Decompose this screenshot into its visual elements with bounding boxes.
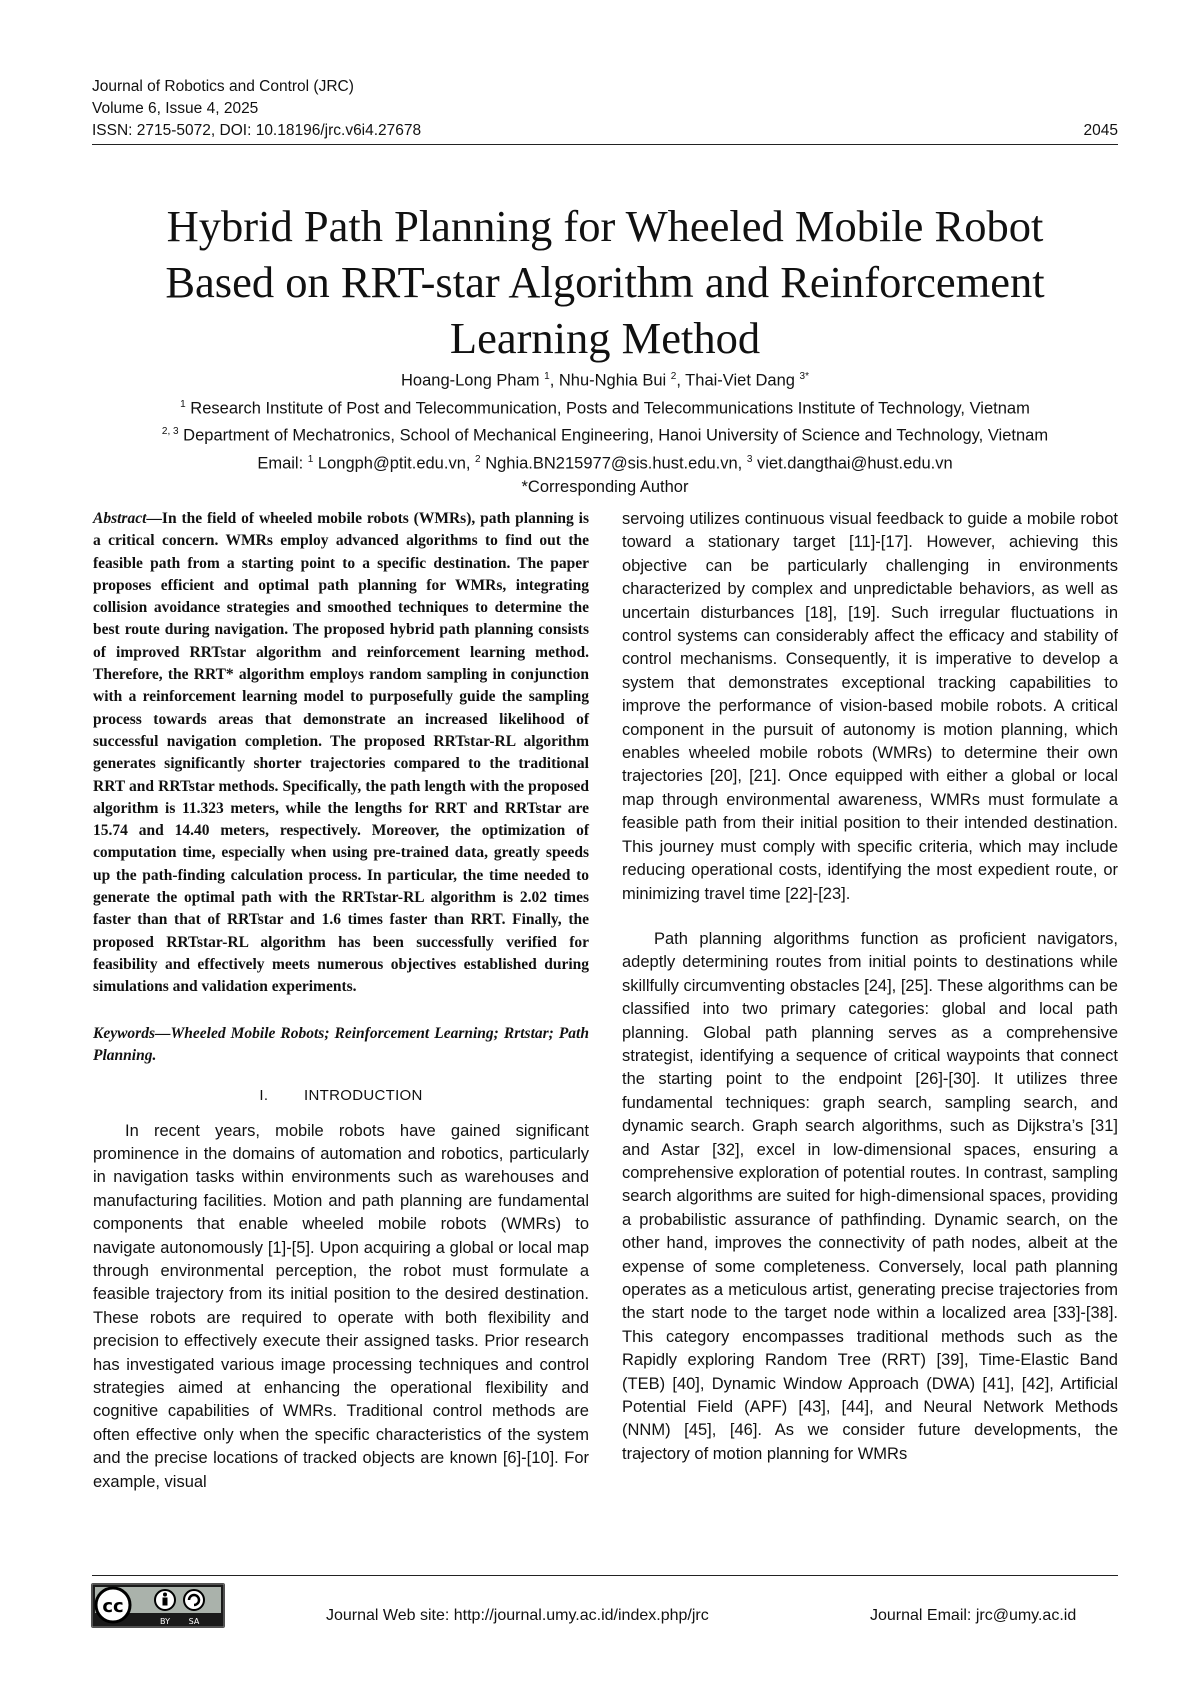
body-paragraph: servoing utilizes continuous visual feedback to guide a mobile robot toward a stationary target [11]-[17]. However, achieving this objective can be particularly challenging in environments characterized by complex and unpredictable behaviors, as well as uncertain disturbances [18], [19]. Such irregular fluctuations in control systems can considerably affect the efficacy and stability of control mechanisms. Consequently, it is imperative to develop a system that demonstrates exceptional tracking capabilities to improve the performance of vision-based mobile robots. A critical component in the pursuit of autonomy is motion planning, which enables wheeled mobile robots (WMRs) to determine their own trajectories [20], [21]. Once equipped with either a global or local map through environmental awareness, WMRs must formulate a feasible path from their initial position to their intended destination. This journey must comply with specific criteria, which may include reducing operational costs, identifying the most expedient route, or minimizing travel time [22]-[23]. [622, 510, 1118, 903]
license-sa-label: SA [188, 1617, 200, 1626]
author-sup: 1 [544, 371, 550, 382]
journal-volume: Volume 6, Issue 4, 2025 [92, 100, 259, 117]
author-name: , Thai-Viet Dang [676, 371, 800, 390]
journal-issn-doi: ISSN: 2715-5072, DOI: 10.18196/jrc.v6i4.27678 [92, 122, 422, 139]
left-column [93, 508, 589, 1494]
footer-divider [92, 1575, 1118, 1576]
abstract [93, 508, 589, 999]
author-name: , Nhu-Nghia Bui [549, 371, 671, 390]
svg-text:cc: cc [102, 1596, 124, 1617]
abstract-text: —In the field of wheeled mobile robots (WMRs), path planning is a critical concern. WMRs employ advanced algorithms to find out the feasible path from a starting point to a specific destination. The paper proposes efficient and optimal path planning for WMRs, integrating collision avoidance strategies and smoothed techniques to determine the best route during navigation. The proposed hybrid path planning consists of improved RRTstar algorithm and reinforcement learning method. Therefore, the RRT* algorithm employs random sampling in conjunction with a reinforcement learning model to purposefully guide the sampling process towards areas that demonstrate an increased likelihood of successful navigation completion. The proposed RRTstar-RL algorithm generates significantly shorter trajectories compared to the traditional RRT and RRTstar methods. Specifically, the path length with the proposed algorithm is 11.323 meters, while the lengths for RRT and RRTstar are 15.74 and 14.40 meters, respectively. Moreover, the optimization of computation time, especially when using pre-trained data, greatly speeds up the path-finding calculation process. In particular, the time needed to generate the optimal path with the RRTstar-RL algorithm is 2.02 times faster than that of RRTstar and 1.6 times faster than RRT. Finally, the proposed RRTstar-RL algorithm has been successfully verified for feasibility and effectively meets numerous objectives established during simulations and validation experiments. [93, 510, 589, 996]
affiliation-text: Department of Mechatronics, School of Mechanical Engineering, Hanoi University of Science and Technology, Vietnam [178, 426, 1049, 445]
header-divider [92, 144, 1118, 145]
keywords: Keywords—Wheeled Mobile Robots; Reinforcement Learning; Rrtstar; Path Planning. [93, 1024, 589, 1064]
journal-name: Journal of Robotics and Control (JRC) [92, 78, 354, 95]
email-link[interactable]: Longph@ptit.edu.vn, [313, 454, 476, 472]
affiliation-1 [92, 393, 1118, 421]
email-link[interactable]: viet.dangthai@hust.edu.vn [752, 454, 953, 472]
page-number: 2045 [1083, 122, 1118, 139]
title-line: Hybrid Path Planning for Wheeled Mobile Robot [166, 200, 1044, 251]
affiliation-sup: 1 [180, 398, 186, 410]
running-header [92, 76, 1118, 142]
section-title: INTRODUCTION [304, 1087, 423, 1105]
body-paragraph: Path planning algorithms function as proficient navigators, adeptly determining routes from initial points to destinations while skillfully circumventing obstacles [24], [25]. These algorithms can be classified into two primary categories: global and local path planning. Global path planning serves as a comprehensive strategist, identifying a sequence of critical waypoints that connect the starting point to the endpoint [26]-[30]. It utilizes three fundamental techniques: graph search, sampling search, and dynamic search. Graph search algorithms, such as Dijkstra’s [31] and Astar [32], excel in low-dimensional spaces, ensuring a comprehensive exploration of potential routes. In contrast, sampling search algorithms are suited for high-dimensional spaces, providing a probabilistic assurance of pathfinding. Dynamic search, on the other hand, improves the connectivity of path nodes, albeit at the expense of some completeness. Conversely, local path planning operates as a meticulous artist, generating precise trajectories from the start node to the target node within a localized area [33]-[38]. This category encompasses traditional methods such as the Rapidly exploring Random Tree (RRT) [39], Time-Elastic Band (TEB) [40], Dynamic Window Approach (DWA) [41], [42], Artificial Potential Field (APF) [43], [44], and Neural Network Methods (NNM) [45], [46]. As we consider future developments, the trajectory of motion planning for WMRs [622, 929, 1118, 1463]
email-list [92, 448, 1118, 476]
section-number: I. [259, 1087, 269, 1105]
license-by-label: BY [160, 1617, 170, 1626]
author-block [92, 365, 1118, 499]
email-label: Email: [257, 454, 308, 472]
email-link[interactable]: Nghia.BN215977@sis.hust.edu.vn, [480, 454, 747, 472]
author-sup: 3* [799, 371, 809, 382]
email-sup: 1 [307, 453, 314, 465]
section-heading [93, 1084, 589, 1107]
abstract-label: Abstract [93, 510, 147, 527]
title-line: Based on RRT-star Algorithm and Reinforcement [165, 256, 1045, 307]
title-line: Learning Method [449, 312, 761, 363]
author-name: Hoang-Long Pham [401, 371, 545, 390]
right-column [622, 508, 1118, 1466]
affiliation-text: Research Institute of Post and Telecommunication, Posts and Telecommunications Institute of Technology, Vietnam [185, 399, 1030, 417]
journal-email[interactable]: Journal Email: jrc@umy.ac.id [870, 1607, 1077, 1624]
cc-by-sa-icon [91, 1583, 225, 1628]
corresponding-author: *Corresponding Author [521, 478, 689, 496]
email-sup: 2 [475, 453, 481, 465]
body-paragraph: In recent years, mobile robots have gained significant prominence in the domains of automation and robotics, particularly in navigation tasks within environments such as warehouses and manufacturing facilities. Motion and path planning are fundamental components that enable wheeled mobile robots (WMRs) to navigate autonomously [1]-[5]. Upon acquiring a global or local map through environmental perception, the robot must formulate a feasible trajectory from its initial position to the desired destination. These robots are required to operate with both flexibility and precision to effectively execute their assigned tasks. Prior research has investigated various image processing techniques and control strategies aimed at enhancing the operational flexibility and cognitive capabilities of WMRs. Traditional control methods are often effective only when the specific characteristics of the system and the precise locations of tracked objects are known [6]-[10]. For example, visual [93, 1121, 589, 1491]
paper-title [92, 198, 1118, 366]
journal-website[interactable]: Journal Web site: http://journal.umy.ac.id/index.php/jrc [326, 1607, 709, 1624]
email-sup: 3 [746, 453, 753, 465]
author-sup: 2 [670, 371, 677, 382]
affiliation-2 [92, 420, 1118, 448]
author-list [92, 365, 1118, 393]
affiliation-sup: 2, 3 [161, 426, 179, 437]
